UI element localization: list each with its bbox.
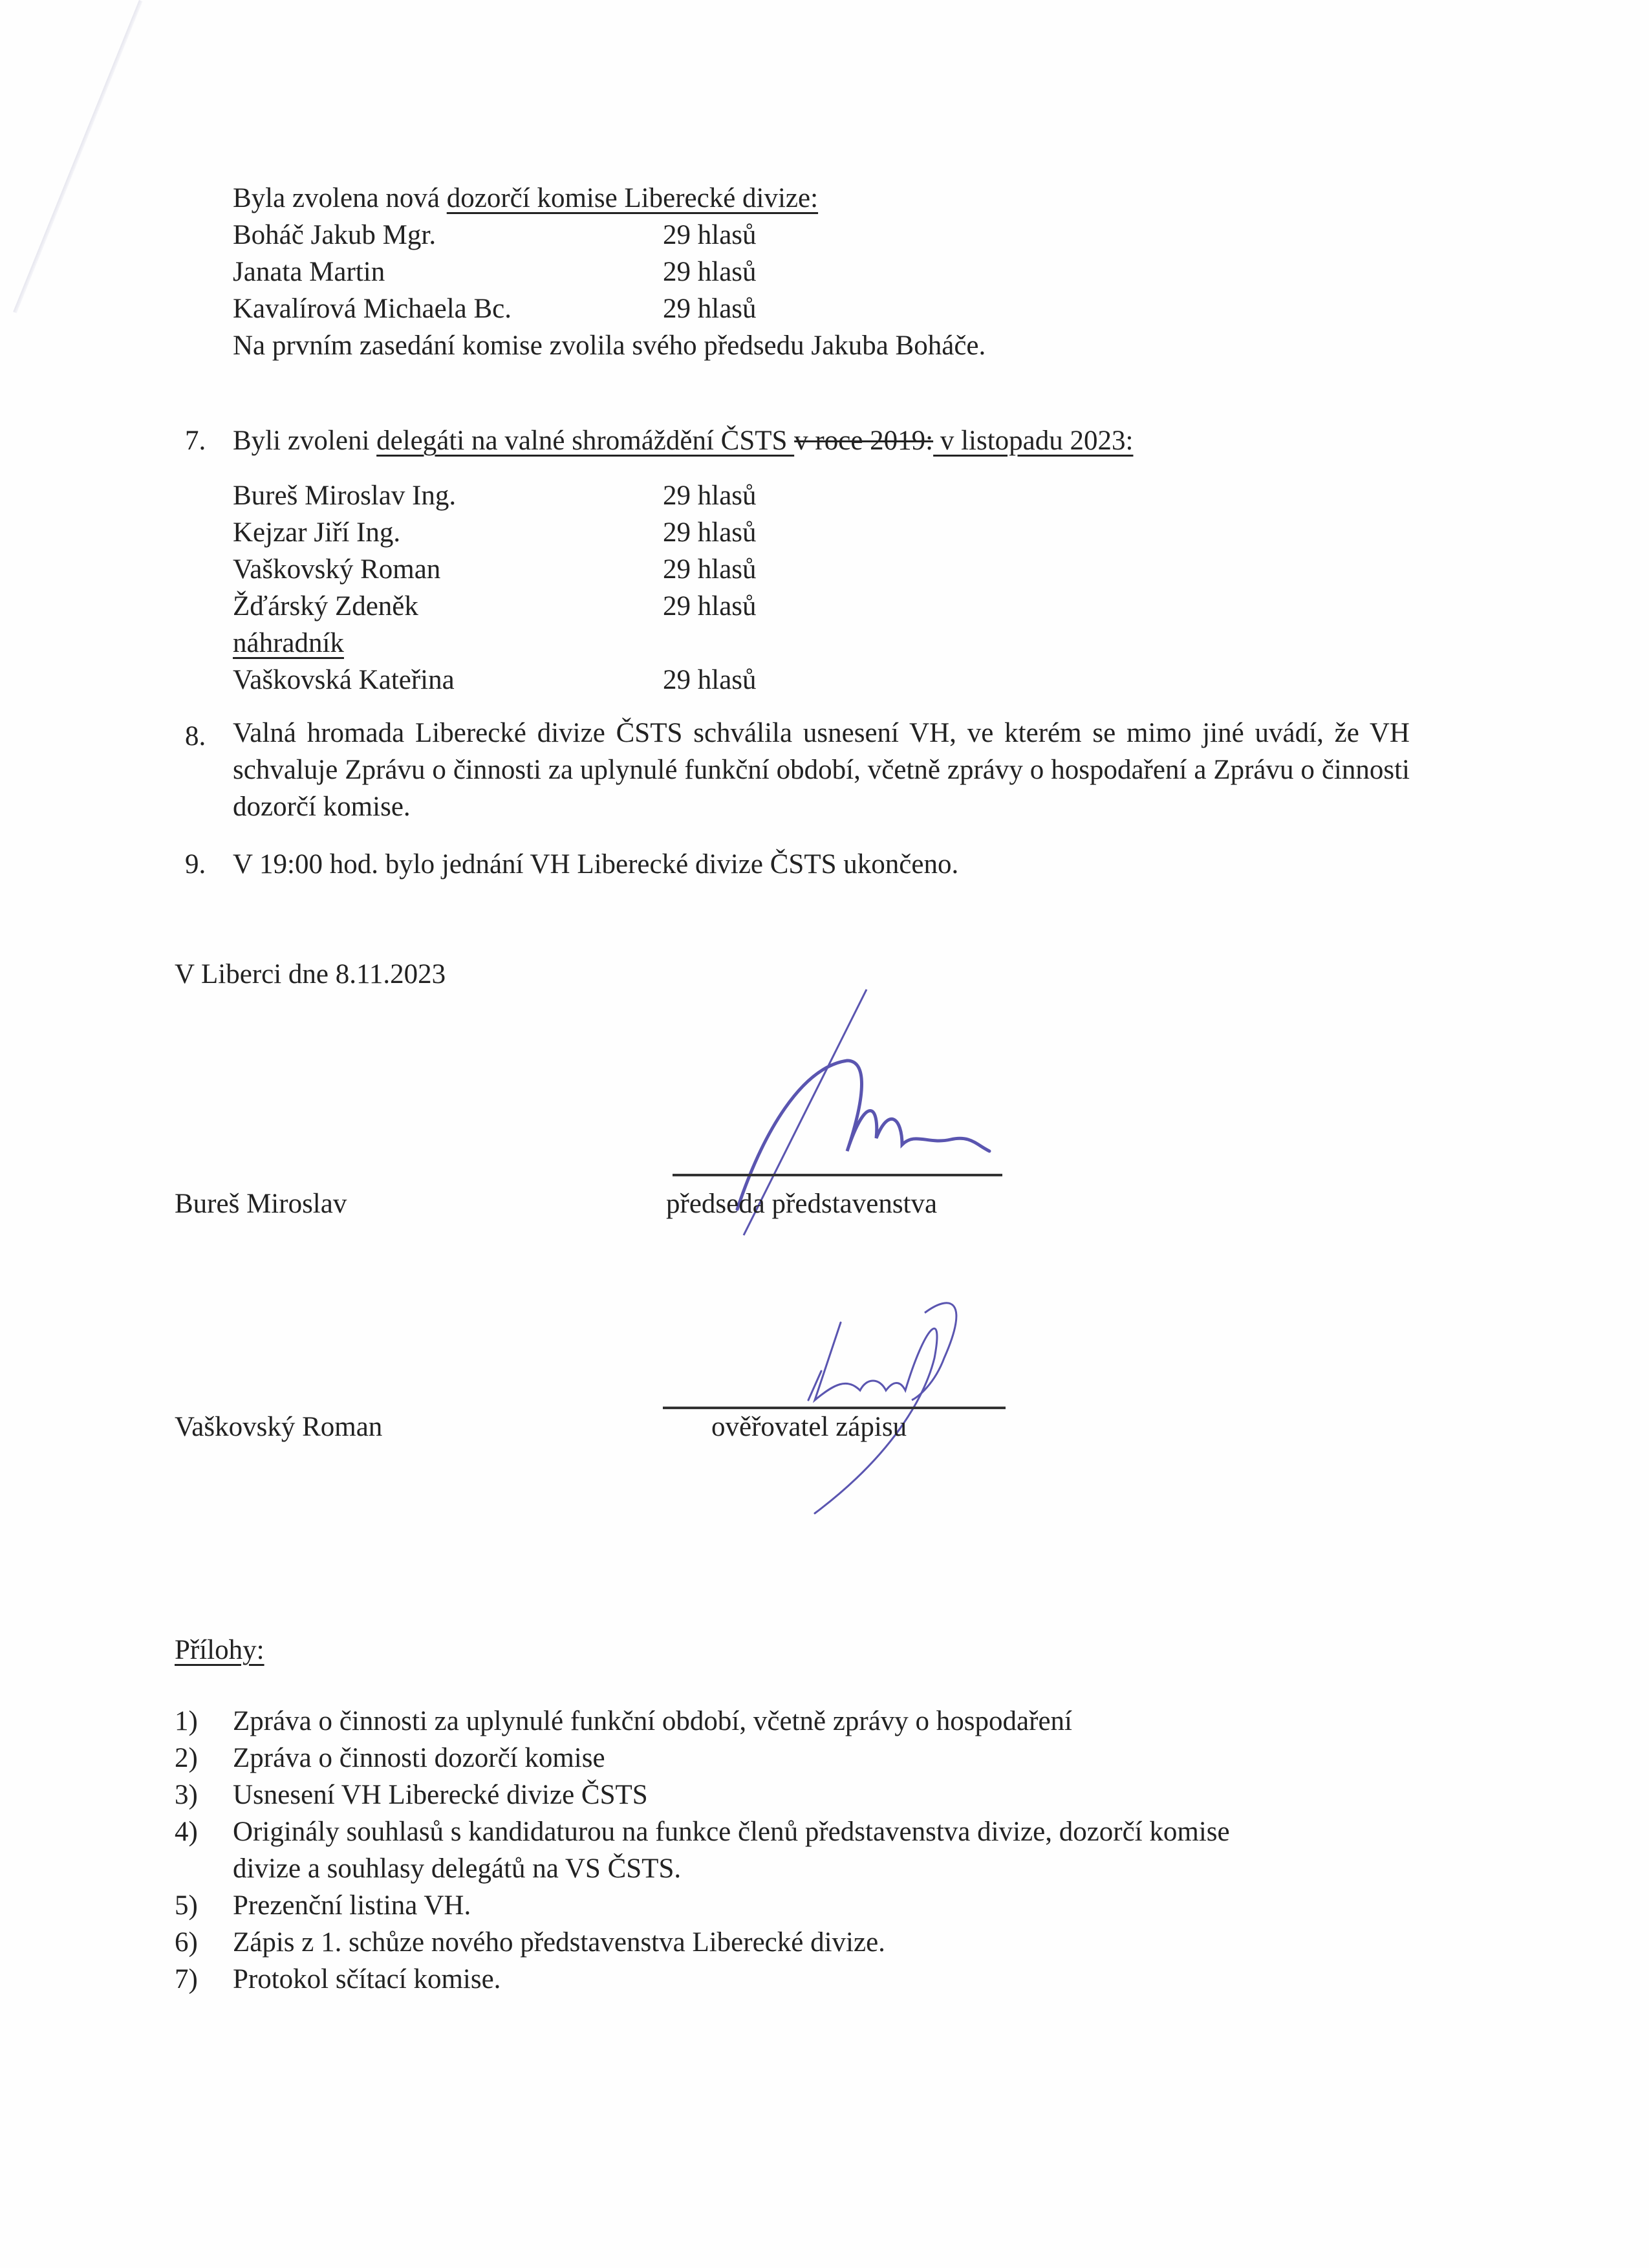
item8-number: 8. [185, 721, 206, 751]
item7-suffix: v listopadu 2023: [933, 426, 1134, 456]
signature-line [673, 1174, 1002, 1176]
member-votes: 29 hlasů [663, 220, 757, 250]
attachment-number: 7) [175, 1964, 198, 1994]
attachment-number: 6) [175, 1927, 198, 1958]
board-note: Na prvním zasedání komise zvolila svého předsedu Jakuba Boháče. [233, 330, 986, 361]
signatory-name: Vaškovský Roman [175, 1412, 383, 1442]
signatory-role: ověřovatel zápisu [711, 1412, 907, 1442]
attachment-item: Protokol sčítací komise. [233, 1964, 501, 1994]
signature-vaskovsky [795, 1287, 1054, 1520]
item7-struck: v roce 2019: [794, 426, 934, 456]
attachment-item-continued: divize a souhlasy delegátů na VS ČSTS. [233, 1853, 682, 1884]
substitute-votes: 29 hlasů [663, 665, 757, 695]
attachment-number: 3) [175, 1780, 198, 1810]
attachment-item: Zpráva o činnosti dozorčí komise [233, 1743, 605, 1773]
attachment-item: Prezenční listina VH. [233, 1890, 471, 1921]
delegate-name: Bureš Miroslav Ing. [233, 481, 457, 511]
item8-text: Valná hromada Liberecké divize ČSTS schválila usnesení VH, ve kterém se mimo jiné uvádí, že VH schvaluje Zprávu o činnosti za uplynulé funkční období, včetně zprávy o hospodaření a Zprávu o činnosti dozorčí komise. [233, 718, 1410, 822]
member-name: Janata Martin [233, 257, 385, 287]
delegate-name: Kejzar Jiří Ing. [233, 517, 401, 548]
delegate-votes: 29 hlasů [663, 591, 757, 621]
attachment-number: 5) [175, 1890, 198, 1921]
item7-prefix: Byli zvoleni [233, 426, 377, 456]
member-name: Kavalírová Michaela Bc. [233, 294, 512, 324]
delegate-name: Vaškovský Roman [233, 554, 441, 585]
substitute-name: Vaškovská Kateřina [233, 665, 455, 695]
supervisory-board-heading [233, 184, 818, 212]
item7-underlined: delegáti na valné shromáždění ČSTS [376, 426, 795, 456]
item9-text: V 19:00 hod. bylo jednání VH Liberecké divize ČSTS ukončeno. [233, 849, 959, 880]
attachment-number: 2) [175, 1743, 198, 1773]
member-votes: 29 hlasů [663, 294, 757, 324]
attachment-number: 4) [175, 1817, 198, 1847]
paper-fold-mark [13, 0, 142, 313]
member-votes: 29 hlasů [663, 257, 757, 287]
attachment-number: 1) [175, 1706, 198, 1736]
delegate-votes: 29 hlasů [663, 517, 757, 548]
signatory-name: Bureš Miroslav [175, 1189, 347, 1219]
attachment-item: Zpráva o činnosti za uplynulé funkční období, včetně zprávy o hospodaření [233, 1706, 1072, 1736]
attachment-item: Originály souhlasů s kandidaturou na funkce členů představenstva divize, dozorčí komise [233, 1817, 1230, 1847]
item7-heading [233, 427, 1133, 455]
delegate-name: Žďárský Zdeněk [233, 591, 418, 621]
heading-prefix: Byla zvolena nová [233, 183, 447, 213]
item7-number: 7. [185, 426, 206, 456]
attachment-item: Zápis z 1. schůze nového představenstva Liberecké divize. [233, 1927, 885, 1958]
delegate-votes: 29 hlasů [663, 554, 757, 585]
delegate-votes: 29 hlasů [663, 481, 757, 511]
substitute-label: náhradník [233, 628, 344, 658]
member-name: Boháč Jakub Mgr. [233, 220, 436, 250]
attachment-item: Usnesení VH Liberecké divize ČSTS [233, 1780, 648, 1810]
signature-line [663, 1407, 1006, 1409]
heading-underlined: dozorčí komise Liberecké divize: [446, 183, 819, 213]
place-date: V Liberci dne 8.11.2023 [175, 959, 446, 989]
signatory-role: předseda představenstva [666, 1189, 938, 1219]
item9-number: 9. [185, 849, 206, 880]
attachments-heading: Přílohy: [175, 1635, 264, 1665]
